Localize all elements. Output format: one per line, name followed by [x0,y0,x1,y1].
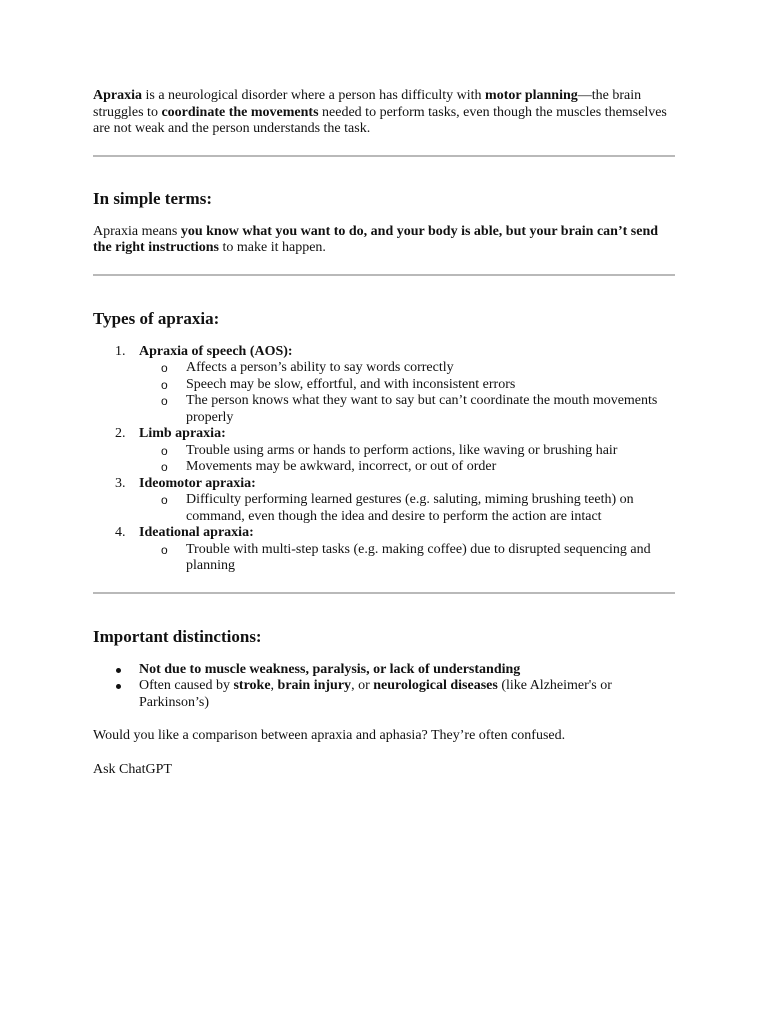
distinction-bold-text: Not due to muscle weakness, paralysis, or lack of understanding [139,661,521,677]
types-list [93,344,675,575]
sub-list [139,492,675,525]
distinction-bold-neuro-diseases: neurological diseases [373,678,498,693]
distinction-text: Often caused by [139,678,234,693]
types-list-item [93,426,675,476]
simple-terms-paragraph [93,224,675,257]
type-title: Ideational apraxia: [139,525,254,540]
bullet-dot-icon [116,684,121,689]
distinctions-list-item [93,662,675,679]
heading-simple-terms: In simple terms: [93,188,212,208]
sub-list [139,360,675,426]
sub-item-text: Difficulty performing learned gestures (e.g. saluting, miming brushing teeth) on command, even though the idea and desire to perform the action are intact [186,492,634,524]
intro-text-2: —the brain struggles to [93,88,642,120]
sub-list-item [139,377,675,394]
circle-bullet-icon: o [161,394,168,408]
circle-bullet-icon: o [161,361,168,375]
sub-item-text: Trouble with multi-step tasks (e.g. making coffee) due to disrupted sequencing and planning [186,541,651,573]
list-number: 2. [115,426,126,441]
divider-2 [93,274,675,276]
sub-list [139,443,675,476]
sub-list-item [139,492,675,525]
intro-text-3: needed to perform tasks, even though the muscles themselves are not weak and the person understands the task. [93,104,667,136]
intro-term: Apraxia [93,88,142,103]
divider-3 [93,592,675,594]
divider-1 [93,155,675,157]
sub-list-item [139,393,675,426]
heading-types: Types of apraxia: [93,308,220,328]
type-title: Ideomotor apraxia: [139,475,256,491]
heading-distinctions: Important distinctions: [93,626,262,646]
distinction-bold-brain-injury: brain injury [277,678,352,693]
sub-item-text: The person knows what they want to say but can’t coordinate the mouth movements properly [186,393,658,425]
sub-list [139,542,675,575]
sub-item-text: Movements may be awkward, incorrect, or out of order [186,459,497,474]
type-title: Apraxia of speech (AOS): [139,343,293,359]
types-list-item [93,476,675,526]
sub-item-text: Affects a person’s ability to say words correctly [186,360,454,375]
simple-text-1: Apraxia means [93,223,181,239]
sub-item-text: Trouble using arms or hands to perform actions, like waving or brushing hair [186,442,618,458]
sub-list-item [139,542,675,575]
intro-text-1: is a neurological disorder where a person has difficulty with [142,88,486,103]
distinctions-list-item [93,678,675,711]
intro-paragraph [93,88,675,138]
list-number: 3. [115,475,126,491]
spacer [93,575,675,592]
sub-list-item [139,360,675,377]
circle-bullet-icon: o [161,542,168,557]
distinctions-list [93,662,675,712]
distinction-text: , [270,678,278,693]
sub-item-text: Speech may be slow, effortful, and with inconsistent errors [186,376,516,392]
circle-bullet-icon: o [161,377,168,392]
follow-up-question: Would you like a comparison between apraxia and aphasia? They’re often confused. [93,728,566,743]
intro-bold-motor-planning: motor planning [485,88,578,103]
simple-text-2: to make it happen. [219,240,326,255]
type-title: Limb apraxia: [139,426,226,441]
list-number: 1. [115,343,126,359]
sub-list-item [139,459,675,476]
circle-bullet-icon: o [161,460,168,474]
sub-list-item [139,443,675,460]
circle-bullet-icon: o [161,493,168,507]
distinction-text: , or [351,678,374,693]
circle-bullet-icon: o [161,443,168,458]
bullet-dot-icon [116,668,121,673]
types-list-item [93,525,675,575]
intro-bold-coordinate: coordinate the movements [161,104,319,120]
distinction-text: (like Alzheimer's or Parkinson’s) [139,678,612,710]
ask-chatgpt-link[interactable]: Ask ChatGPT [93,761,172,777]
distinction-bold-stroke: stroke [233,678,271,693]
types-list-item [93,344,675,427]
list-number: 4. [115,525,126,540]
simple-bold: you know what you want to do, and your body is able, but your brain can’t send the right instructions [93,223,659,255]
